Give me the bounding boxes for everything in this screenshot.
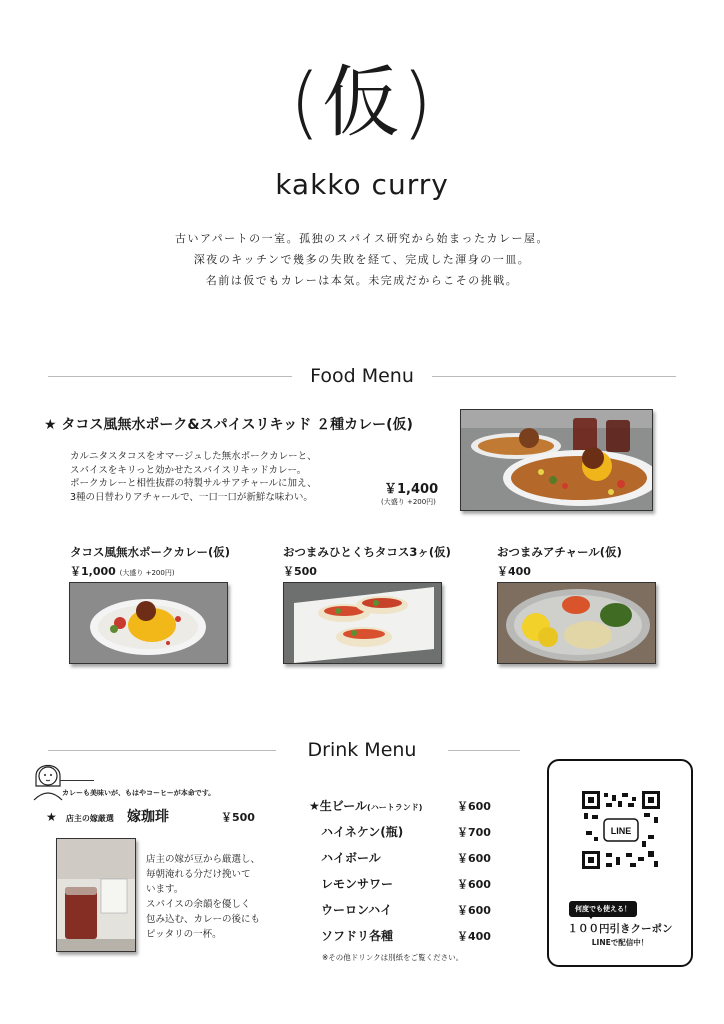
description-line: カルニタスタコスをオマージュした無水ポークカレーと、 <box>70 451 317 462</box>
featured-curry-photo <box>460 409 653 511</box>
coffee-name: 嫁珈琲 <box>126 809 169 825</box>
coffee-heading <box>46 806 169 826</box>
owner-speech: カレーも美味いが、もはやコーヒーが本命です。 <box>62 789 216 797</box>
featured-item-price-note: (大盛り +200円) <box>381 498 436 506</box>
coupon-bubble: 何度でも使える！ <box>569 901 637 917</box>
intro-line: 深夜のキッチンで幾多の失敗を経て、完成した渾身の一皿。 <box>193 253 531 266</box>
description-line: 包み込む、カレーの後にも <box>146 914 261 925</box>
food-item-price: ￥1,000 <box>70 565 116 578</box>
drink-row <box>309 875 509 901</box>
drink-menu-title: Drink Menu <box>307 739 417 761</box>
achar-photo <box>497 582 656 664</box>
drink-price: ￥600 <box>457 800 491 813</box>
drink-name: ウーロンハイ <box>321 903 393 917</box>
drink-row <box>309 927 509 953</box>
drink-row <box>309 849 509 875</box>
tacos-photo <box>283 582 442 664</box>
coupon-card <box>547 759 693 967</box>
featured-item-price: ￥1,400 <box>384 482 439 497</box>
description-line: います。 <box>146 884 184 895</box>
drink-sub: (ハートランド) <box>367 803 423 812</box>
coffee-photo <box>56 838 136 952</box>
qr-line-label: LINE <box>610 826 632 836</box>
drink-name: ★生ビール <box>309 799 368 813</box>
food-item-price-note: (大盛り +200円) <box>119 569 175 577</box>
intro-line: 名前は仮でもカレーは本気。未完成だからこその挑戦。 <box>205 274 519 287</box>
star-mark: ★ <box>46 810 57 824</box>
pork-curry-photo <box>69 582 228 664</box>
drink-row <box>309 901 509 927</box>
drink-price: ￥600 <box>457 904 491 917</box>
featured-item-description <box>70 450 317 504</box>
drink-name: ハイネケン(瓶) <box>321 825 404 839</box>
drink-price: ￥700 <box>457 826 491 839</box>
drink-price: ￥600 <box>457 852 491 865</box>
description-line: スパイスの余韻を優しく <box>146 899 251 910</box>
description-line: ポークカレーと相性抜群の特製サルサアチャールに加え、 <box>70 478 317 489</box>
divider <box>48 376 292 377</box>
food-item-price: ￥500 <box>283 565 317 578</box>
drink-list <box>309 797 509 953</box>
divider <box>432 376 676 377</box>
coupon-subtitle: LINEで配信中！ <box>591 938 649 947</box>
drink-name: ソフドリ各種 <box>321 929 394 943</box>
line-qr-code[interactable] <box>582 791 660 869</box>
intro-text <box>0 228 724 291</box>
drink-name: ハイボール <box>321 851 381 865</box>
divider <box>48 750 276 751</box>
food-item-name: おつまみひとくちタコス3ヶ(仮) <box>283 545 451 559</box>
food-item-name: タコス風無水ポークカレー(仮) <box>70 545 231 559</box>
drink-price: ￥600 <box>457 878 491 891</box>
description-line: ピッタリの一杯。 <box>146 929 222 940</box>
drink-price: ￥400 <box>457 930 491 943</box>
description-line: 3種の日替わりアチャールで、一口一口が新鮮な味わい。 <box>70 491 313 503</box>
food-item-name: おつまみアチャール(仮) <box>497 545 622 559</box>
coffee-description <box>146 852 260 942</box>
bubble-tail <box>587 914 595 919</box>
food-item-price: ￥400 <box>497 565 531 578</box>
intro-line: 古いアパートの一室。孤独のスパイス研究から始まったカレー屋。 <box>174 232 549 245</box>
drink-footnote: ※その他ドリンクは別紙をご覧ください。 <box>322 953 464 962</box>
food-menu-title: Food Menu <box>310 365 414 387</box>
coupon-title: １００円引きクーポン <box>567 923 673 935</box>
drink-name: レモンサワー <box>321 877 394 891</box>
description-line: 毎朝淹れる分だけ挽いて <box>146 869 251 880</box>
logo: (仮) <box>289 58 435 148</box>
drink-row <box>309 823 509 849</box>
featured-item-name: ★ タコス風無水ポーク&スパイスリキッド ２種カレー(仮) <box>44 417 413 433</box>
description-line: スパイスをキリっと効かせたスパイスリキッドカレー。 <box>70 464 307 476</box>
coffee-tag: 店主の嫁厳選 <box>65 814 114 823</box>
food-item-price-row <box>70 563 175 579</box>
description-line: 店主の嫁が豆から厳選し、 <box>146 854 261 865</box>
drink-row <box>309 797 509 823</box>
brand-name: kakko curry <box>275 168 449 201</box>
coffee-price: ￥500 <box>221 811 255 824</box>
divider <box>448 750 520 751</box>
speech-line <box>60 780 94 781</box>
